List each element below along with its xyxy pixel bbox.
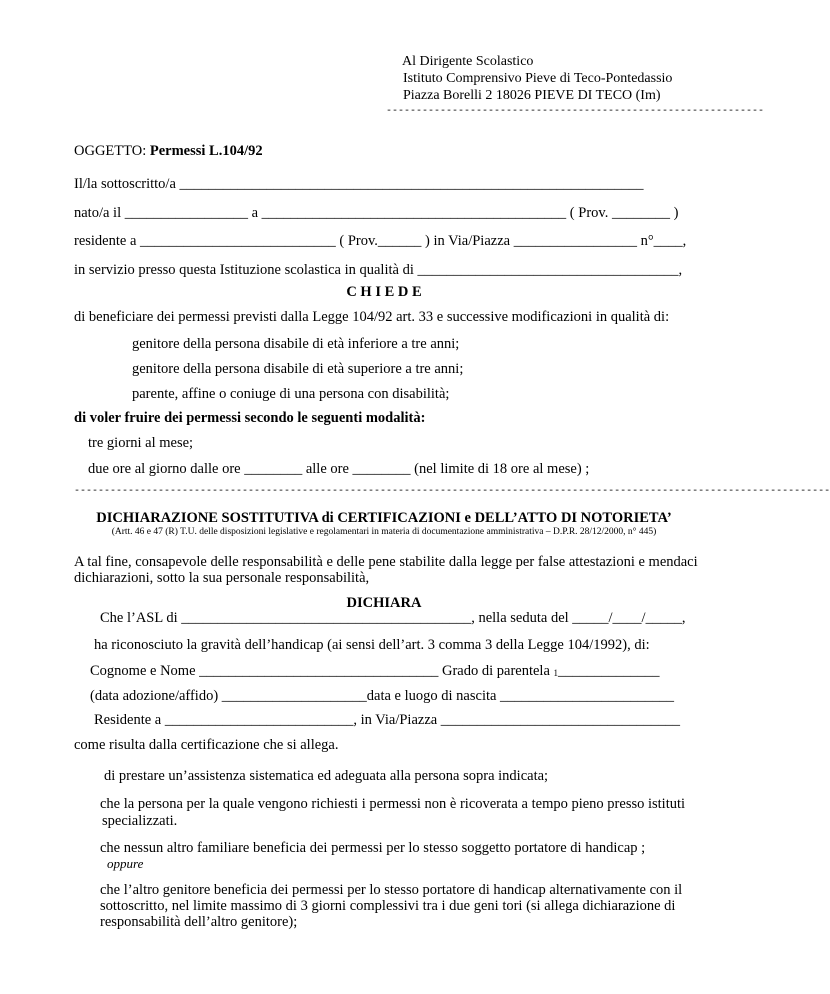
- dichiara-residente: Residente a __________________________, in Via/Piazza _________________________________: [94, 712, 681, 728]
- modalita-title: di voler fruire dei permessi secondo le seguenti modalità:: [74, 410, 426, 426]
- dichiarazione-subtitle: (Artt. 46 e 47 (R) T.U. delle disposizioni legislative e regolamentari in materia di documentazione amministrativa – D.P.R. 28/12/2000, n° 445): [111, 527, 657, 537]
- mode-due-ore: due ore al giorno dalle ore ________ alle ore ________ (nel limite di 18 ore al mese) ;: [88, 461, 590, 477]
- dichiarazione-title: DICHIARAZIONE SOSTITUTIVA di CERTIFICAZIONI e DELL’ATTO DI NOTORIETA’: [96, 510, 672, 526]
- recipient-line-1: Al Dirigente Scolastico: [402, 54, 534, 69]
- dichiara-adozione: (data adozione/affido) ____________________data e luogo di nascita ________________________: [90, 688, 675, 704]
- item-altro-genitore-line2: sottoscritto, nel limite massimo di 3 giorni complessivi tra i due geni tori (si allega dichiarazione di: [100, 898, 676, 914]
- option-genitore-superiore: genitore della persona disabile di età superiore a tre anni;: [132, 361, 464, 377]
- item-nessun-familiare: che nessun altro familiare beneficia dei permessi per lo stesso soggetto portatore di handicap ;: [100, 840, 646, 856]
- recipient-line-3: Piazza Borelli 2 18026 PIEVE DI TECO (Im): [403, 88, 661, 103]
- dichiara-title: DICHIARA: [346, 595, 422, 611]
- dichiarazione-para-2: dichiarazioni, sotto la sua personale responsabilità,: [74, 570, 370, 586]
- subject-line: [74, 143, 263, 160]
- field-nascita: nato/a il _________________ a __________________________________________ ( Prov. ________ ): [74, 205, 679, 221]
- dichiara-risulta: come risulta dalla certificazione che si allega.: [74, 737, 339, 753]
- item-assistenza: di prestare un’assistenza sistematica ed adeguata alla persona sopra indicata;: [104, 768, 549, 784]
- mode-tre-giorni: tre giorni al mese;: [88, 435, 194, 451]
- field-servizio: in servizio presso questa Istituzione scolastica in qualità di ____________________________________,: [74, 262, 683, 278]
- dichiara-riconosciuto: ha riconosciuto la gravità dell’handicap (ai sensi dell’art. 3 comma 3 della Legge 104/1992), di:: [94, 637, 650, 653]
- field-residenza: residente a ___________________________ ( Prov.______ ) in Via/Piazza _________________ n°____,: [74, 233, 687, 249]
- dichiara-asl: Che l’ASL di ________________________________________, nella seduta del _____/____/_____,: [100, 610, 686, 626]
- item-ricovero: che la persona per la quale vengono richiesti i permessi non è ricoverata a tempo pieno presso istituti: [100, 796, 686, 812]
- option-parente: parente, affine o coniuge di una persona con disabilità;: [132, 386, 450, 402]
- chiede-title: C H I E D E: [346, 284, 422, 300]
- item-oppure: oppure: [107, 856, 144, 871]
- section-separator: ------------------------------------------------------------------------------------------------------------------------------: [74, 486, 830, 497]
- dichiara-cognome: Cognome e Nome _________________________________ Grado di parentela 1______________: [90, 663, 660, 679]
- item-altro-genitore: che l’altro genitore beneficia dei permessi per lo stesso portatore di handicap alternativamente con il: [100, 882, 683, 898]
- recipient-line-2: Istituto Comprensivo Pieve di Teco-Pontedassio: [403, 71, 673, 86]
- subject-label: OGGETTO:: [74, 143, 147, 159]
- item-ricovero-line2: specializzati.: [102, 813, 178, 829]
- dichiarazione-para-1: A tal fine, consapevole delle responsabilità e delle pene stabilite dalla legge per false attestazioni e mendaci: [74, 554, 698, 570]
- item-altro-genitore-line3: responsabilità dell’altro genitore);: [100, 914, 298, 930]
- subject-value: Permessi L.104/92: [149, 143, 263, 159]
- field-sottoscritto: Il/la sottoscritto/a ________________________________________________________________: [74, 176, 644, 192]
- chiede-intro: di beneficiare dei permessi previsti dalla Legge 104/92 art. 33 e successive modificazioni in qualità di:: [74, 309, 670, 325]
- footnote-mark: 1: [553, 668, 559, 678]
- recipient-rule: ---------------------------------------------------------------: [386, 106, 765, 117]
- option-genitore-inferiore: genitore della persona disabile di età inferiore a tre anni;: [132, 336, 460, 352]
